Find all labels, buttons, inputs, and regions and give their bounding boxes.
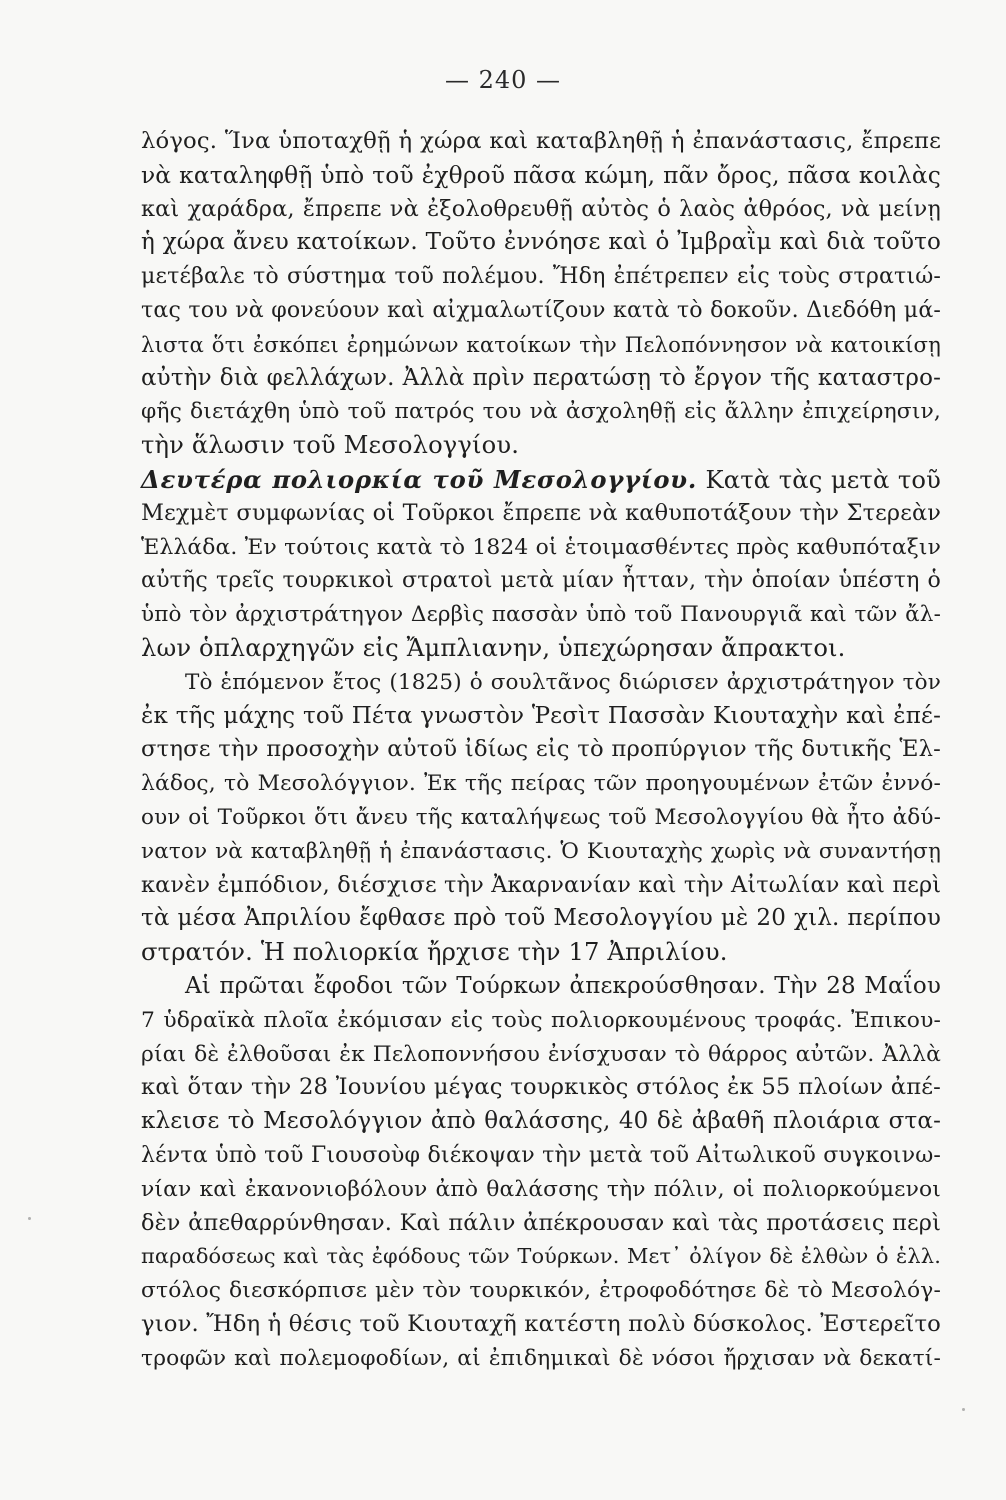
text-line: λιστα ὅτι ἐσκόπει ἐρημώνων κατοίκων τὴν Πελοπόννησον νὰ κατοικίσῃ xyxy=(141,331,941,357)
text-line: Μεχμὲτ συμφωνίας οἱ Τοῦρκοι ἔπρεπε νὰ καθυποτάξουν τὴν Στερεὰν xyxy=(141,499,941,526)
text-line: ὑπὸ τὸν ἀρχιστράτηγον Δερβὶς πασσὰν ὑπὸ τοῦ Πανουργιᾶ καὶ τῶν ἄλ- xyxy=(141,602,941,628)
section-heading: Δευτέρα πολιορκία τοῦ Μεσολογγίου. xyxy=(141,464,698,494)
text-line: καὶ χαράδρα, ἔπρεπε νὰ ἐξολοθρευθῇ αὐτὸς ὁ λαὸς ἀθρόος, νὰ μείνῃ xyxy=(141,195,941,222)
text-line: τὰ μέσα Ἀπριλίου ἔφθασε πρὸ τοῦ Μεσολογγίου μὲ 20 χιλ. περίπου xyxy=(141,905,941,932)
text-line: 7 ὑδραϊκὰ πλοῖα ἐκόμισαν εἰς τοὺς πολιορκουμένους τροφάς. Ἐπικου- xyxy=(141,1007,941,1033)
text-line: κλεισε τὸ Μεσολόγγιον ἀπὸ θαλάσσης, 40 δὲ ἀβαθῆ πλοιάρια στα- xyxy=(141,1108,941,1135)
text-line: ἐκ τῆς μάχης τοῦ Πέτα γνωστὸν Ῥεσὶτ Πασσὰν Κιουταχὴν καὶ ἐπέ- xyxy=(141,702,941,729)
paper-speck xyxy=(28,1217,31,1220)
line-text: Κατὰ τὰς μετὰ τοῦ xyxy=(697,465,941,494)
text-line: δὲν ἀπεθαρρύνθησαν. Καὶ πάλιν ἀπέκρουσαν καὶ τὰς προτάσεις περὶ xyxy=(141,1209,941,1236)
text-line: τας του νὰ φονεύουν καὶ αἰχμαλωτίζουν κατὰ τὸ δοκοῦν. Διεδόθη μά- xyxy=(141,296,941,323)
text-line: λέντα ὑπὸ τοῦ Γιουσοὺφ διέκοψαν τὴν μετὰ τοῦ Αἰτωλικοῦ συγκοινω- xyxy=(141,1141,941,1168)
text-line: στησε τὴν προσοχὴν αὐτοῦ ἰδίως εἰς τὸ προπύργιον τῆς δυτικῆς Ἑλ- xyxy=(141,736,941,763)
text-line: λόγος. Ἵνα ὑποταχθῇ ἡ χώρα καὶ καταβληθῇ ἡ ἐπανάστασις, ἔπρεπε xyxy=(141,128,941,154)
text-line: φῆς διετάχθη ὑπὸ τοῦ πατρός του νὰ ἀσχοληθῇ εἰς ἄλλην ἐπιχείρησιν, xyxy=(141,399,941,425)
text-line: ρίαι δὲ ἐλθοῦσαι ἐκ Πελοποννήσου ἐνίσχυσαν τὸ θάρρος αὐτῶν. Ἀλλὰ xyxy=(141,1041,941,1067)
text-line: στρατόν. Ἡ πολιορκία ἤρχισε τὴν 17 Ἀπριλίου. xyxy=(141,938,728,967)
text-line: ουν οἱ Τοῦρκοι ὅτι ἄνευ τῆς καταλήψεως τοῦ Μεσολογγίου θὰ ἦτο ἀδύ- xyxy=(141,804,941,830)
text-line: παραδόσεως καὶ τὰς ἐφόδους τῶν Τούρκων. Μετ᾽ ὀλίγον δὲ ἐλθὼν ὁ ἑλλ. xyxy=(141,1244,941,1269)
text-line: αὐτῆς τρεῖς τουρκικοὶ στρατοὶ μετὰ μίαν ἧτταν, τὴν ὁποίαν ὑπέστη ὁ xyxy=(141,567,941,594)
text-line: νατον νὰ καταβληθῇ ἡ ἐπανάστασις. Ὁ Κιουταχὴς χωρὶς νὰ συναντήσῃ xyxy=(141,838,941,864)
text-line xyxy=(141,463,941,497)
paper-speck xyxy=(962,1408,965,1411)
text-line: μετέβαλε τὸ σύστημα τοῦ πολέμου. Ἤδη ἐπέτρεπεν εἰς τοὺς στρατιώ- xyxy=(141,263,941,290)
text-line: γιον. Ἤδη ἡ θέσις τοῦ Κιουταχῆ κατέστη πολὺ δύσκολος. Ἐστερεῖτο xyxy=(141,1310,941,1337)
text-line: Αἱ πρῶται ἔφοδοι τῶν Τούρκων ἀπεκρούσθησαν. Τὴν 28 Μαΐου xyxy=(185,972,941,999)
text-line: κανὲν ἐμπόδιον, διέσχισε τὴν Ἀκαρνανίαν καὶ τὴν Αἰτωλίαν καὶ περὶ xyxy=(141,871,942,898)
text-line: στόλος διεσκόρπισε μὲν τὸν τουρκικόν, ἐτροφοδότησε δὲ τὸ Μεσολόγ- xyxy=(141,1278,941,1304)
text-line: λων ὁπλαρχηγῶν εἰς Ἄμπλιανην, ὑπεχώρησαν ἄπρακτοι. xyxy=(141,633,846,662)
body-text xyxy=(141,125,941,1375)
text-line: τροφῶν καὶ πολεμοφοδίων, αἱ ἐπιδημικαὶ δὲ νόσοι ἤρχισαν νὰ δεκατί- xyxy=(141,1345,941,1371)
text-line: λάδος, τὸ Μεσολόγγιον. Ἐκ τῆς πείρας τῶν προηγουμένων ἐτῶν ἐννό- xyxy=(141,771,941,797)
text-line: αὐτὴν διὰ φελλάχων. Ἀλλὰ πρὶν περατώσῃ τὸ ἔργον τῆς καταστρο- xyxy=(141,364,941,391)
text-line: Ἑλλάδα. Ἐν τούτοις κατὰ τὸ 1824 οἱ ἑτοιμασθέντες πρὸς καθυπόταξιν xyxy=(141,534,941,560)
text-line: καὶ ὅταν τὴν 28 Ἰουνίου μέγας τουρκικὸς στόλος ἐκ 55 πλοίων ἀπέ- xyxy=(141,1074,941,1101)
text-line: νίαν καὶ ἐκανονιοβόλουν ἀπὸ θαλάσσης τὴν πόλιν, οἱ πολιορκούμενοι xyxy=(141,1176,941,1202)
text-line: Τὸ ἑπόμενον ἔτος (1825) ὁ σουλτᾶνος διώρισεν ἀρχιστράτηγον τὸν xyxy=(185,669,941,695)
text-line: τὴν ἅλωσιν τοῦ Μεσολογγίου. xyxy=(141,431,520,460)
page-number: — 240 — xyxy=(444,66,562,94)
text-line: νὰ καταληφθῇ ὑπὸ τοῦ ἐχθροῦ πᾶσα κώμη, πᾶν ὄρος, πᾶσα κοιλὰς xyxy=(141,161,941,189)
text-line: ἡ χώρα ἄνευ κατοίκων. Τοῦτο ἐννόησε καὶ ὁ Ἰμβραῒμ καὶ διὰ τοῦτο xyxy=(141,229,941,256)
